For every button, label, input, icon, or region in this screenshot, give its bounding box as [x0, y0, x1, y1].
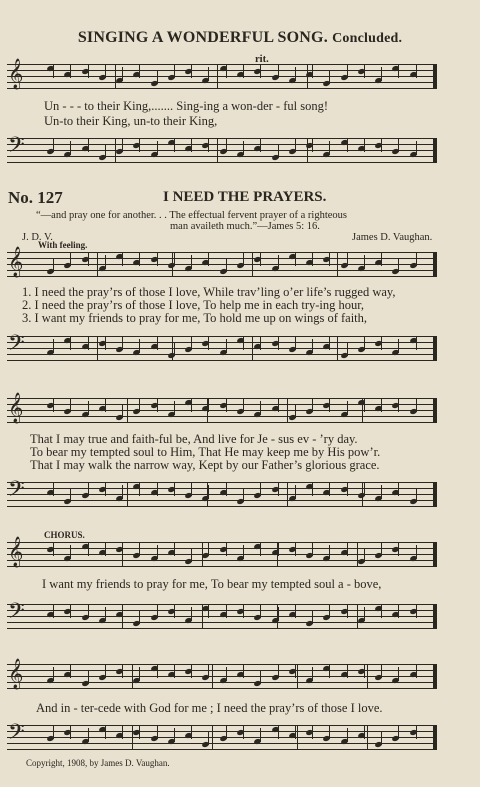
note-stem [139, 64, 140, 78]
note-stem [70, 545, 71, 559]
verse-line: That I may walk the narrow way, Kept by our Father’s glorious grace. [30, 458, 380, 472]
note-stem [347, 664, 348, 678]
treble-clef-icon: 𝄞 [8, 247, 24, 276]
note-stem [139, 252, 140, 266]
note-stem [191, 664, 192, 678]
note-stem [260, 728, 261, 742]
note-stem [105, 725, 106, 739]
note-stem [329, 604, 330, 618]
treble-clef-icon: 𝄞 [8, 59, 24, 88]
note-stem [105, 336, 106, 350]
note-stem [70, 725, 71, 739]
lyricist-credit: J. D. V. [22, 232, 53, 243]
note-stem [278, 64, 279, 78]
song-number: No. 127 [8, 188, 63, 207]
note-stem [157, 545, 158, 559]
note-stem [53, 604, 54, 618]
staff-bass-5 [7, 720, 437, 749]
note-stem [174, 542, 175, 556]
note-stem [364, 482, 365, 496]
note-stem [70, 252, 71, 266]
verse-line: That I may true and faith-ful be, And live for Je - sus ev - ’ry day. [30, 432, 358, 446]
note-stem [70, 664, 71, 678]
note-stem [398, 542, 399, 556]
note-stem [226, 604, 227, 618]
staff-treble-2 [7, 247, 437, 276]
note-stem [174, 64, 175, 78]
note-stem [191, 482, 192, 496]
note-stem [139, 138, 140, 152]
note-stem [416, 664, 417, 678]
note-stem [381, 664, 382, 678]
note-stem [157, 725, 158, 739]
note-stem [364, 64, 365, 78]
note-stem [329, 336, 330, 350]
verse-line: 1. I need the pray’rs of those I love, While trav’ling o’er life’s rugged way, [22, 285, 396, 299]
concluded-label: Concluded. [332, 31, 403, 46]
treble-clef-icon: 𝄞 [8, 537, 24, 566]
note-stem [260, 64, 261, 78]
note-stem [157, 398, 158, 412]
note-stem [416, 141, 417, 155]
note-stem [157, 336, 158, 350]
treble-clef-icon: 𝄞 [8, 659, 24, 688]
note-stem [226, 398, 227, 412]
note-stem [329, 545, 330, 559]
note-stem [70, 336, 71, 350]
note-stem [398, 398, 399, 412]
note-stem [398, 339, 399, 353]
note-stem [398, 667, 399, 681]
note-stem [381, 138, 382, 152]
note-stem [243, 141, 244, 155]
previous-song-title: SINGING A WONDERFUL SONG. [77, 29, 328, 46]
note-stem [381, 252, 382, 266]
notehead-group [47, 482, 427, 506]
notehead-group [47, 252, 427, 276]
note-stem [191, 607, 192, 621]
note-stem [329, 70, 330, 84]
note-stem [70, 488, 71, 502]
scripture-quote-line-2: man availeth much.”—James 5: 16. [170, 221, 320, 232]
note-stem [364, 664, 365, 678]
note-stem [53, 542, 54, 556]
note-stem [53, 258, 54, 272]
note-stem [381, 542, 382, 556]
lyric-line: Un-to their King, un-to their King, [44, 114, 218, 128]
note-stem [381, 67, 382, 81]
composer-credit: James D. Vaughan. [352, 232, 433, 243]
note-stem [139, 667, 140, 681]
song-title: I NEED THE PRAYERS. [163, 189, 327, 205]
note-stem [347, 342, 348, 356]
verse-line: 3. I want my friends to pray for me, To hold me up on wings of faith, [22, 311, 368, 325]
verse-line: 2. I need the pray’rs of those I love, To help me in each try-ing hour, [22, 298, 365, 312]
notehead-group [47, 664, 427, 688]
note-stem [260, 252, 261, 266]
note-stem [295, 404, 296, 418]
note-stem [139, 339, 140, 353]
note-stem [226, 138, 227, 152]
note-stem [105, 144, 106, 158]
note-stem [278, 664, 279, 678]
note-stem [398, 725, 399, 739]
note-stem [260, 482, 261, 496]
chorus-label: CHORUS. [44, 530, 85, 540]
note-stem [105, 542, 106, 556]
note-stem [208, 664, 209, 678]
note-stem [295, 604, 296, 618]
note-stem [278, 725, 279, 739]
note-stem [208, 485, 209, 499]
staff-bass-4 [7, 599, 437, 628]
note-stem [416, 488, 417, 502]
note-stem [243, 604, 244, 618]
note-stem [416, 725, 417, 739]
note-stem [226, 339, 227, 353]
note-stem [312, 138, 313, 152]
note-stem [364, 725, 365, 739]
note-stem [88, 482, 89, 496]
note-stem [347, 604, 348, 618]
note-stem [53, 64, 54, 78]
note-stem [70, 64, 71, 78]
note-stem [260, 542, 261, 556]
note-stem [295, 138, 296, 152]
note-stem [157, 252, 158, 266]
note-stem [88, 252, 89, 266]
note-stem [208, 604, 209, 618]
note-stem [347, 252, 348, 266]
note-stem [122, 252, 123, 266]
note-stem [278, 398, 279, 412]
note-stem [139, 482, 140, 496]
note-stem [174, 664, 175, 678]
note-stem [329, 482, 330, 496]
note-stem [226, 667, 227, 681]
note-stem [122, 604, 123, 618]
note-stem [329, 141, 330, 155]
note-stem [139, 398, 140, 412]
chorus-lyric: I want my friends to pray for me, To bear my tempted soul a - bove, [42, 577, 382, 591]
note-stem [139, 542, 140, 556]
note-stem [157, 70, 158, 84]
note-stem [88, 64, 89, 78]
notehead-group [47, 604, 427, 628]
note-stem [53, 398, 54, 412]
notehead-group [47, 336, 427, 360]
notehead-group [47, 398, 427, 422]
bass-clef-icon: 𝄢 [8, 599, 25, 628]
note-stem [312, 667, 313, 681]
note-stem [243, 488, 244, 502]
note-stem [347, 64, 348, 78]
note-stem [381, 336, 382, 350]
note-stem [105, 607, 106, 621]
note-stem [243, 64, 244, 78]
note-stem [295, 67, 296, 81]
copyright-notice: Copyright, 1908, by James D. Vaughan. [26, 758, 170, 768]
note-stem [122, 67, 123, 81]
verse-line: To bear my tempted soul to Him, That He may keep me by His pow’r. [30, 445, 381, 459]
note-stem [278, 482, 279, 496]
note-stem [260, 138, 261, 152]
note-stem [243, 398, 244, 412]
note-stem [122, 542, 123, 556]
note-stem [398, 482, 399, 496]
note-stem [208, 731, 209, 745]
note-stem [105, 64, 106, 78]
note-stem [278, 144, 279, 158]
note-stem [381, 731, 382, 745]
note-stem [381, 398, 382, 412]
note-stem [312, 610, 313, 624]
note-stem [364, 138, 365, 152]
note-stem [364, 607, 365, 621]
note-stem [364, 548, 365, 562]
note-stem [174, 401, 175, 415]
notehead-group [47, 64, 427, 88]
note-stem [191, 64, 192, 78]
note-stem [157, 141, 158, 155]
note-stem [122, 725, 123, 739]
chorus-lyric: And in - ter-cede with God for me ; I need the pray’rs of those I love. [36, 701, 383, 715]
note-stem [329, 252, 330, 266]
note-stem [191, 398, 192, 412]
note-stem [312, 252, 313, 266]
note-stem [174, 252, 175, 266]
staff-treble-5 [7, 659, 437, 688]
note-stem [70, 604, 71, 618]
note-stem [364, 255, 365, 269]
note-stem [243, 664, 244, 678]
note-stem [312, 542, 313, 556]
note-stem [260, 336, 261, 350]
note-stem [191, 138, 192, 152]
note-stem [53, 482, 54, 496]
note-stem [295, 485, 296, 499]
note-stem [226, 542, 227, 556]
note-stem [416, 252, 417, 266]
note-stem [398, 604, 399, 618]
note-stem [312, 64, 313, 78]
staff-bass-3 [7, 477, 437, 506]
note-stem [243, 252, 244, 266]
note-stem [416, 336, 417, 350]
note-stem [70, 398, 71, 412]
note-stem [329, 398, 330, 412]
note-stem [312, 339, 313, 353]
note-stem [70, 141, 71, 155]
note-stem [139, 610, 140, 624]
note-stem [398, 138, 399, 152]
note-stem [191, 255, 192, 269]
note-stem [105, 398, 106, 412]
note-stem [88, 604, 89, 618]
note-stem [88, 542, 89, 556]
note-stem [416, 545, 417, 559]
notehead-group [47, 542, 427, 566]
note-stem [329, 725, 330, 739]
bass-clef-icon: 𝄢 [8, 133, 25, 162]
note-stem [53, 725, 54, 739]
note-stem [208, 398, 209, 412]
note-stem [122, 404, 123, 418]
note-stem [226, 258, 227, 272]
note-stem [105, 664, 106, 678]
note-stem [278, 542, 279, 556]
note-stem [295, 542, 296, 556]
staff-bass-1 [7, 133, 437, 162]
note-stem [174, 728, 175, 742]
note-stem [243, 545, 244, 559]
bass-clef-icon: 𝄢 [8, 331, 25, 360]
note-stem [88, 728, 89, 742]
expression-mark: With feeling. [38, 240, 88, 250]
note-stem [208, 138, 209, 152]
note-stem [122, 336, 123, 350]
note-stem [295, 336, 296, 350]
note-stem [226, 64, 227, 78]
note-stem [416, 398, 417, 412]
note-stem [122, 664, 123, 678]
note-stem [260, 401, 261, 415]
note-stem [347, 482, 348, 496]
note-stem [53, 138, 54, 152]
note-stem [416, 64, 417, 78]
staff-treble-4 [7, 537, 437, 566]
note-stem [226, 482, 227, 496]
note-stem [105, 255, 106, 269]
note-stem [329, 664, 330, 678]
page-title [0, 29, 480, 47]
treble-clef-icon: 𝄞 [8, 393, 24, 422]
note-stem [157, 482, 158, 496]
note-stem [191, 725, 192, 739]
note-stem [208, 542, 209, 556]
note-stem [174, 138, 175, 152]
note-stem [88, 670, 89, 684]
note-stem [416, 604, 417, 618]
note-stem [398, 64, 399, 78]
note-stem [174, 604, 175, 618]
note-stem [347, 138, 348, 152]
note-stem [347, 728, 348, 742]
note-stem [208, 67, 209, 81]
note-stem [312, 398, 313, 412]
note-stem [398, 258, 399, 272]
note-stem [88, 138, 89, 152]
note-stem [364, 336, 365, 350]
note-stem [122, 138, 123, 152]
notehead-group [47, 138, 427, 162]
note-stem [347, 542, 348, 556]
note-stem [295, 252, 296, 266]
note-stem [53, 339, 54, 353]
note-stem [191, 336, 192, 350]
note-stem [295, 725, 296, 739]
scripture-quote-line-1: “—and pray one for another. . . The effectual fervent prayer of a righteous [36, 210, 347, 221]
note-stem [295, 664, 296, 678]
note-stem [381, 604, 382, 618]
note-stem [278, 607, 279, 621]
note-stem [278, 255, 279, 269]
note-stem [139, 725, 140, 739]
staff-treble-3 [7, 393, 437, 422]
lyric-line: Un - - - to their King,....... Sing-ing a won-der - ful song! [44, 99, 328, 113]
note-stem [191, 548, 192, 562]
note-stem [208, 336, 209, 350]
note-stem [312, 482, 313, 496]
note-stem [88, 401, 89, 415]
note-stem [243, 725, 244, 739]
note-stem [278, 336, 279, 350]
note-stem [312, 725, 313, 739]
note-stem [260, 670, 261, 684]
note-stem [88, 336, 89, 350]
note-stem [174, 482, 175, 496]
note-stem [347, 401, 348, 415]
note-stem [260, 604, 261, 618]
note-stem [381, 485, 382, 499]
note-stem [105, 482, 106, 496]
note-stem [53, 667, 54, 681]
bass-clef-icon: 𝄢 [8, 477, 25, 506]
ritardando-mark: rit. [255, 54, 269, 65]
note-stem [174, 342, 175, 356]
note-stem [208, 252, 209, 266]
notehead-group [47, 725, 427, 749]
staff-bass-2 [7, 331, 437, 360]
note-stem [157, 604, 158, 618]
bass-clef-icon: 𝄢 [8, 720, 25, 749]
note-stem [157, 664, 158, 678]
note-stem [364, 398, 365, 412]
note-stem [122, 485, 123, 499]
note-stem [226, 725, 227, 739]
note-stem [243, 336, 244, 350]
